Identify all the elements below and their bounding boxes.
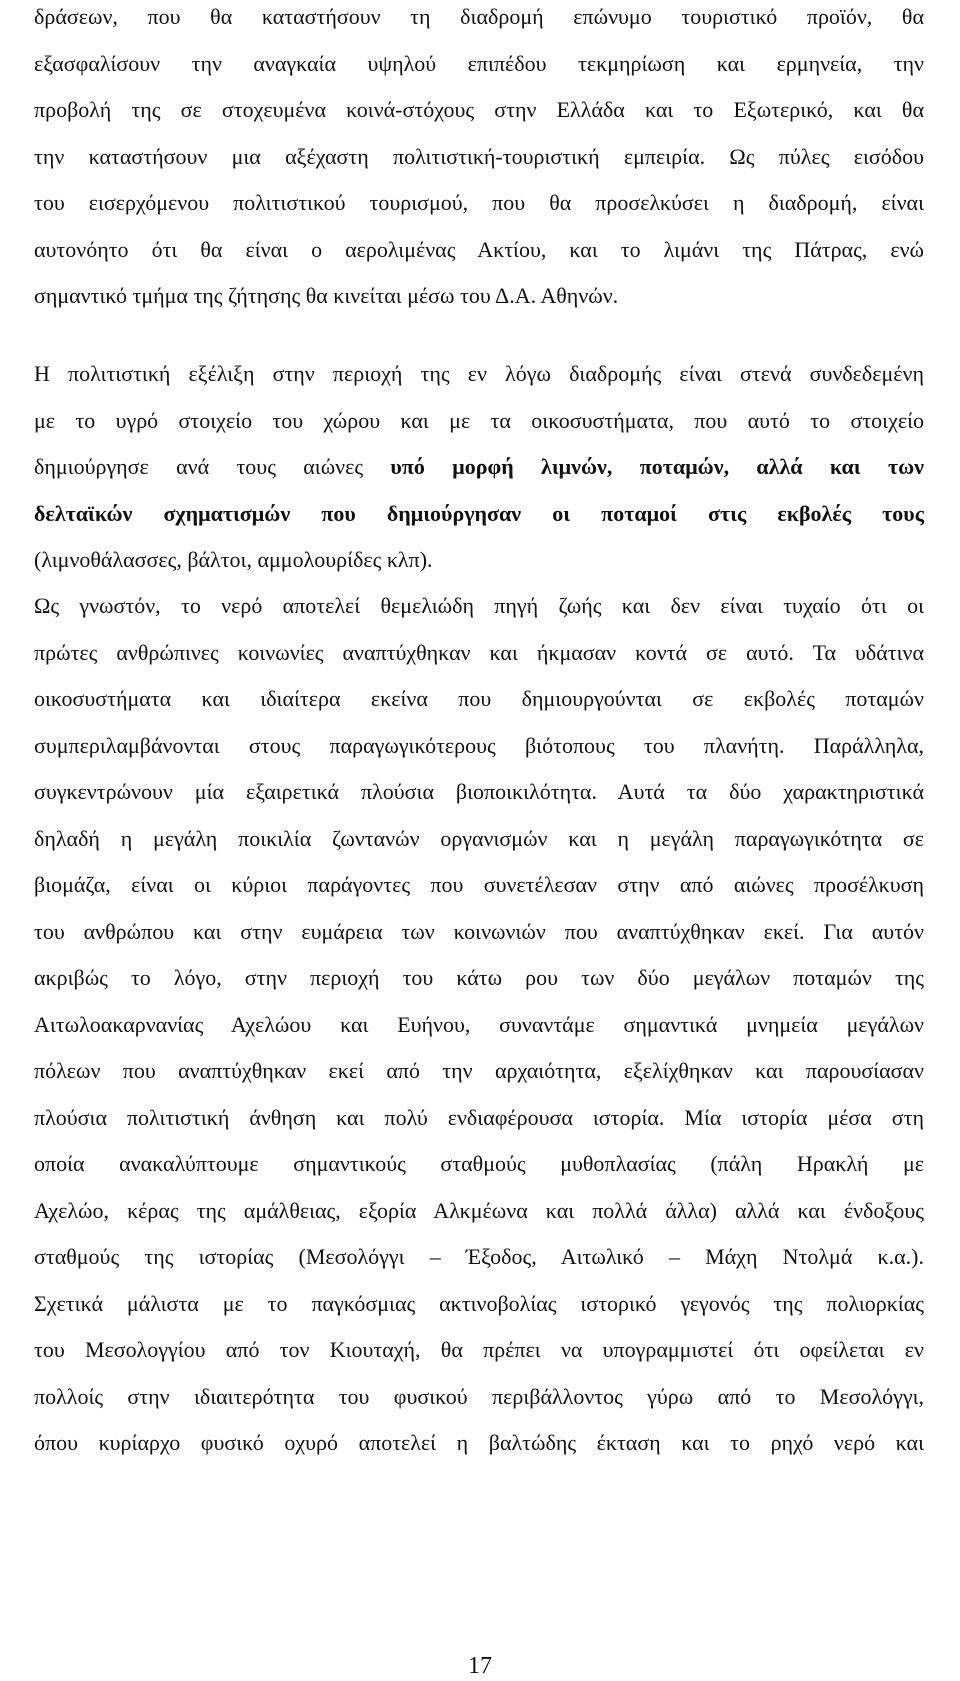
paragraph-3-line: σταθμούς της ιστορίας (Μεσολόγγι – Έξοδος, Αιτωλικό – Μάχη Ντολμά κ.α.). <box>34 1244 924 1269</box>
paragraph-3-line: Αιτωλοακαρνανίας Αχελώου και Ευήνου, συναντάμε σημαντικά μνημεία μεγάλων <box>34 1011 924 1037</box>
paragraph-3-line: πολλοίς στην ιδιαιτερότητα του φυσικού περιβάλλοντος γύρω από το Μεσολόγγι, <box>34 1383 924 1409</box>
paragraph-1 <box>34 0 924 320</box>
paragraph-3-line: Σχετικά μάλιστα με το παγκόσμιας ακτινοβολίας ιστορικό γεγονός της πολιορκίας <box>34 1290 924 1316</box>
paragraph-3-line: πρώτες ανθρώπινες κοινωνίες αναπτύχθηκαν και ήκμασαν κοντά σε αυτό. Τα υδάτινα <box>34 639 924 665</box>
paragraph-2-bold-line: δελταϊκών σχηματισμών που δημιούργησαν οι ποταμοί στις εκβολές τους <box>34 500 924 526</box>
paragraph-3-line: συγκεντρώνουν μία εξαιρετικά πλούσια βιοποικιλότητα. Αυτά τα δύο χαρακτηριστικά <box>34 779 924 804</box>
paragraph-1-line: αυτονόητο ότι θα είναι ο αερολιμένας Ακτίου, και το λιμάνι της Πάτρας, ενώ <box>34 236 924 262</box>
paragraph-3-line: του ανθρώπου και στην ευμάρεια των κοινωνιών που αναπτύχθηκαν εκεί. Για αυτόν <box>34 918 924 944</box>
paragraph-2-line-mixed <box>34 444 924 491</box>
paragraph-3-line: όπου κυρίαρχο φυσικό οχυρό αποτελεί η βαλτώδης έκταση και το ρηχό νερό και <box>34 1430 924 1455</box>
paragraph-3-line: Ως γνωστόν, το νερό αποτελεί θεμελιώδη πηγή ζωής και δεν είναι τυχαίο ότι οι <box>34 593 924 618</box>
page-number: 17 <box>468 1653 492 1679</box>
paragraph-3-line: οποία ανακαλύπτουμε σημαντικούς σταθμούς μυθοπλασίας (πάλη Ηρακλή με <box>34 1151 924 1176</box>
paragraph-3-line: πόλεων που αναπτύχθηκαν εκεί από την αρχαιότητα, εξελίχθηκαν και παρουσίασαν <box>34 1058 924 1083</box>
paragraph-1-line: του εισερχόμενου πολιτιστικού τουρισμού, που θα προσελκύσει η διαδρομή, είναι <box>34 190 924 215</box>
paragraph-2-line: Η πολιτιστική εξέλιξη στην περιοχή της εν λόγω διαδρομής είναι στενά συνδεδεμένη <box>34 361 924 386</box>
paragraph-2-line: με το υγρό στοιχείο του χώρου και με τα οικοσυστήματα, που αυτό το στοιχείο <box>34 407 924 433</box>
paragraph-2 <box>34 351 924 584</box>
paragraph-3-line: δηλαδή η μεγάλη ποικιλία ζωντανών οργανισμών και η μεγάλη παραγωγικότητα σε <box>34 825 924 851</box>
paragraph-3-line: του Μεσολογγίου από τον Κιουταχή, θα πρέπει να υπογραμμιστεί ότι οφείλεται εν <box>34 1337 924 1362</box>
paragraph-1-last-line: σημαντικό τμήμα της ζήτησης θα κινείται μέσω του Δ.Α. Αθηνών. <box>34 283 619 308</box>
paragraph-2-last-line: (λιμνοθάλασσες, βάλτοι, αμμολουρίδες κλπ). <box>34 547 433 572</box>
paragraph-1-line: εξασφαλίσουν την αναγκαία υψηλού επιπέδου τεκμηρίωση και ερμηνεία, την <box>34 50 924 76</box>
paragraph-1-line: δράσεων, που θα καταστήσουν τη διαδρομή επώνυμο τουριστικό προϊόν, θα <box>34 4 924 29</box>
paragraph-3-line: πλούσια πολιτιστική άνθηση και πολύ ενδιαφέρουσα ιστορία. Μία ιστορία μέσα στη <box>34 1104 924 1130</box>
paragraph-2-bold-text: υπό μορφή λιμνών, ποταμών, αλλά και των <box>390 454 924 479</box>
paragraph-3 <box>34 583 924 1467</box>
paragraph-1-line: προβολή της σε στοχευμένα κοινά-στόχους στην Ελλάδα και το Εξωτερικό, και θα <box>34 97 924 122</box>
paragraph-3-line: Αχελώο, κέρας της αμάλθειας, εξορία Αλκμέωνα και πολλά άλλα) αλλά και ένδοξους <box>34 1197 924 1223</box>
paragraph-3-line: βιομάζα, είναι οι κύριοι παράγοντες που συνετέλεσαν στην από αιώνες προσέλκυση <box>34 872 924 897</box>
paragraph-2-normal-text: δημιούργησε ανά τους αιώνες <box>34 454 391 479</box>
paragraph-3-line: συμπεριλαμβάνονται στους παραγωγικότερους βιότοπους του πλανήτη. Παράλληλα, <box>34 732 924 758</box>
paragraph-1-line: την καταστήσουν μια αξέχαστη πολιτιστική-τουριστική εμπειρία. Ως πύλες εισόδου <box>34 143 924 169</box>
paragraph-3-line: ακριβώς το λόγο, στην περιοχή του κάτω ρου των δύο μεγάλων ποταμών της <box>34 965 924 990</box>
paragraph-3-line: οικοσυστήματα και ιδιαίτερα εκείνα που δημιουργούνται σε εκβολές ποταμών <box>34 686 924 711</box>
